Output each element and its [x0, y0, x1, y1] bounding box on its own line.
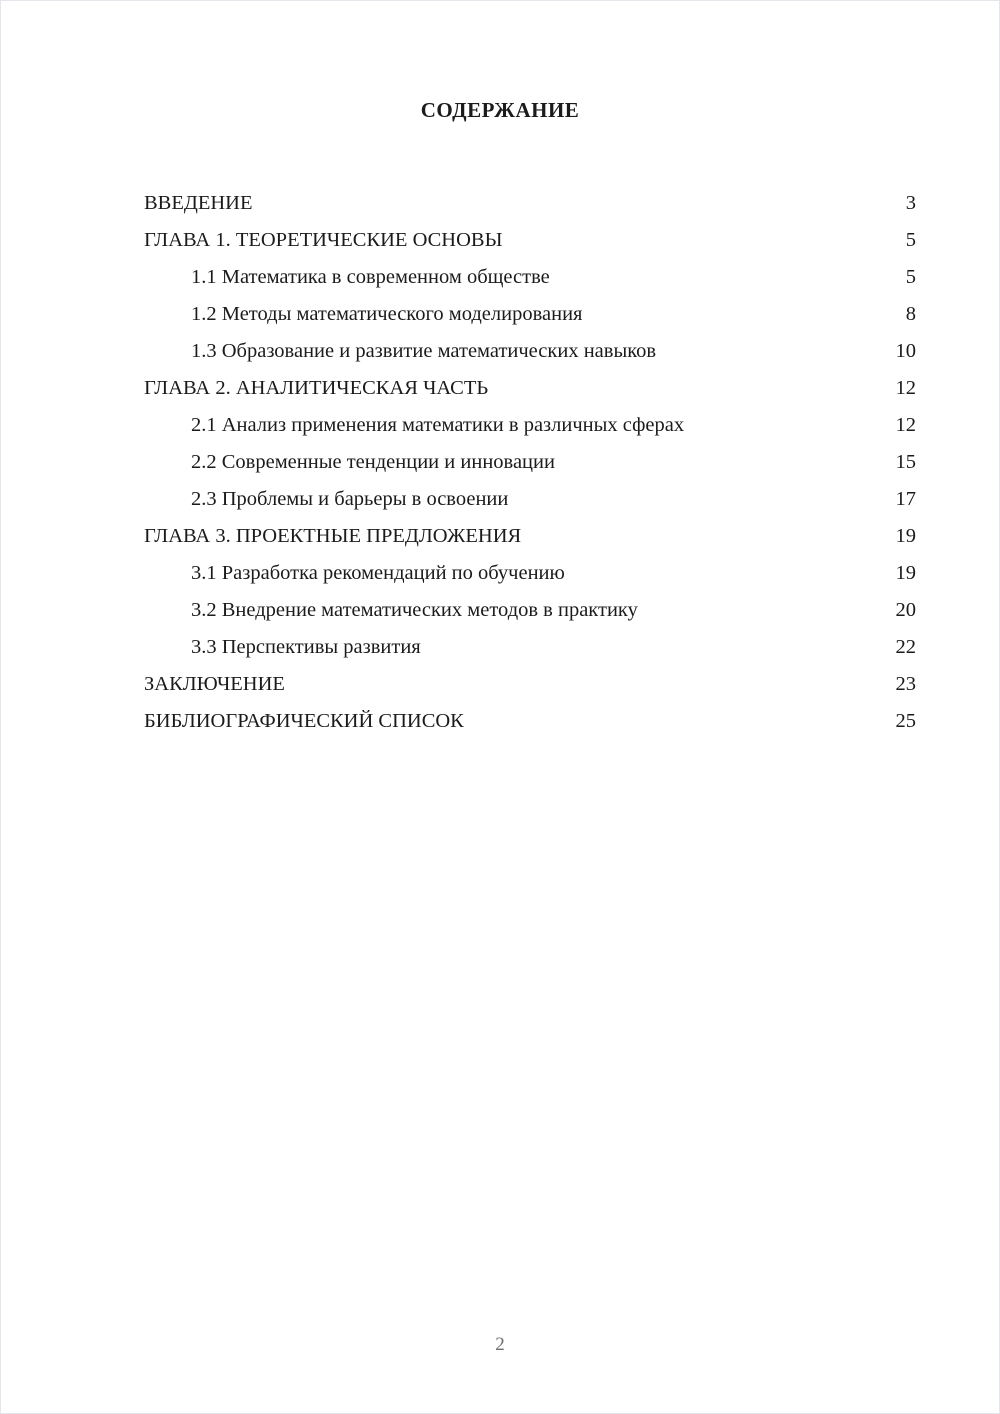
toc-entry [144, 222, 916, 259]
toc-entry-page: 10 [895, 340, 916, 362]
toc-entry-page: 22 [895, 636, 916, 658]
toc-entry [144, 185, 916, 222]
toc-entry-label: 2.1 Анализ применения математики в различных сферах [191, 414, 685, 436]
toc-entry [144, 592, 916, 629]
toc-entry-label: 1.1 Математика в современном обществе [191, 266, 550, 288]
footer-page-number: 2 [495, 1334, 505, 1355]
toc-entry [144, 666, 916, 703]
toc-entry [144, 296, 916, 333]
toc-entry-label: ГЛАВА 3. ПРОЕКТНЫЕ ПРЕДЛОЖЕНИЯ [144, 525, 522, 547]
toc-entry-label: ГЛАВА 1. ТЕОРЕТИЧЕСКИЕ ОСНОВЫ [144, 229, 503, 251]
toc-list [144, 185, 916, 740]
toc-entry [144, 407, 916, 444]
toc-entry-label: 1.2 Методы математического моделирования [191, 303, 583, 325]
toc-entry-label: ГЛАВА 2. АНАЛИТИЧЕСКАЯ ЧАСТЬ [144, 377, 489, 399]
toc-entry-page: 12 [895, 414, 916, 436]
toc-entry-label: БИБЛИОГРАФИЧЕСКИЙ СПИСОК [144, 710, 464, 732]
page-title: СОДЕРЖАНИЕ [420, 98, 580, 122]
toc-entry [144, 555, 916, 592]
toc-entry-page: 17 [895, 488, 916, 510]
toc-entry-page: 23 [895, 673, 916, 695]
toc-entry-page: 12 [895, 377, 916, 399]
toc-entry-page: 3 [905, 192, 916, 214]
toc-entry-page: 19 [895, 562, 916, 584]
toc-entry-label: 3.1 Разработка рекомендаций по обучению [191, 562, 565, 584]
toc-entry-label: 3.3 Перспективы развития [191, 636, 421, 658]
toc-entry [144, 444, 916, 481]
toc-entry [144, 703, 916, 740]
toc-entry-label: 2.3 Проблемы и барьеры в освоении [191, 488, 509, 510]
toc-entry [144, 333, 916, 370]
toc-entry-page: 5 [905, 229, 916, 251]
toc-entry [144, 518, 916, 555]
toc-entry-label: 2.2 Современные тенденции и инновации [191, 451, 555, 473]
toc-entry-page: 15 [895, 451, 916, 473]
toc-entry-label: ВВЕДЕНИЕ [144, 192, 253, 214]
toc-entry-page: 20 [895, 599, 916, 621]
toc-entry [144, 370, 916, 407]
toc-entry-label: 1.3 Образование и развитие математических навыков [191, 340, 657, 362]
toc-entry-page: 5 [905, 266, 916, 288]
toc-entry [144, 481, 916, 518]
toc-entry-label: ЗАКЛЮЧЕНИЕ [144, 673, 285, 695]
toc-entry-page: 19 [895, 525, 916, 547]
toc-entry-label: 3.2 Внедрение математических методов в практику [191, 599, 638, 621]
toc-entry-page: 25 [895, 710, 916, 732]
toc-entry-page: 8 [905, 303, 916, 325]
toc-entry [144, 629, 916, 666]
toc-entry [144, 259, 916, 296]
